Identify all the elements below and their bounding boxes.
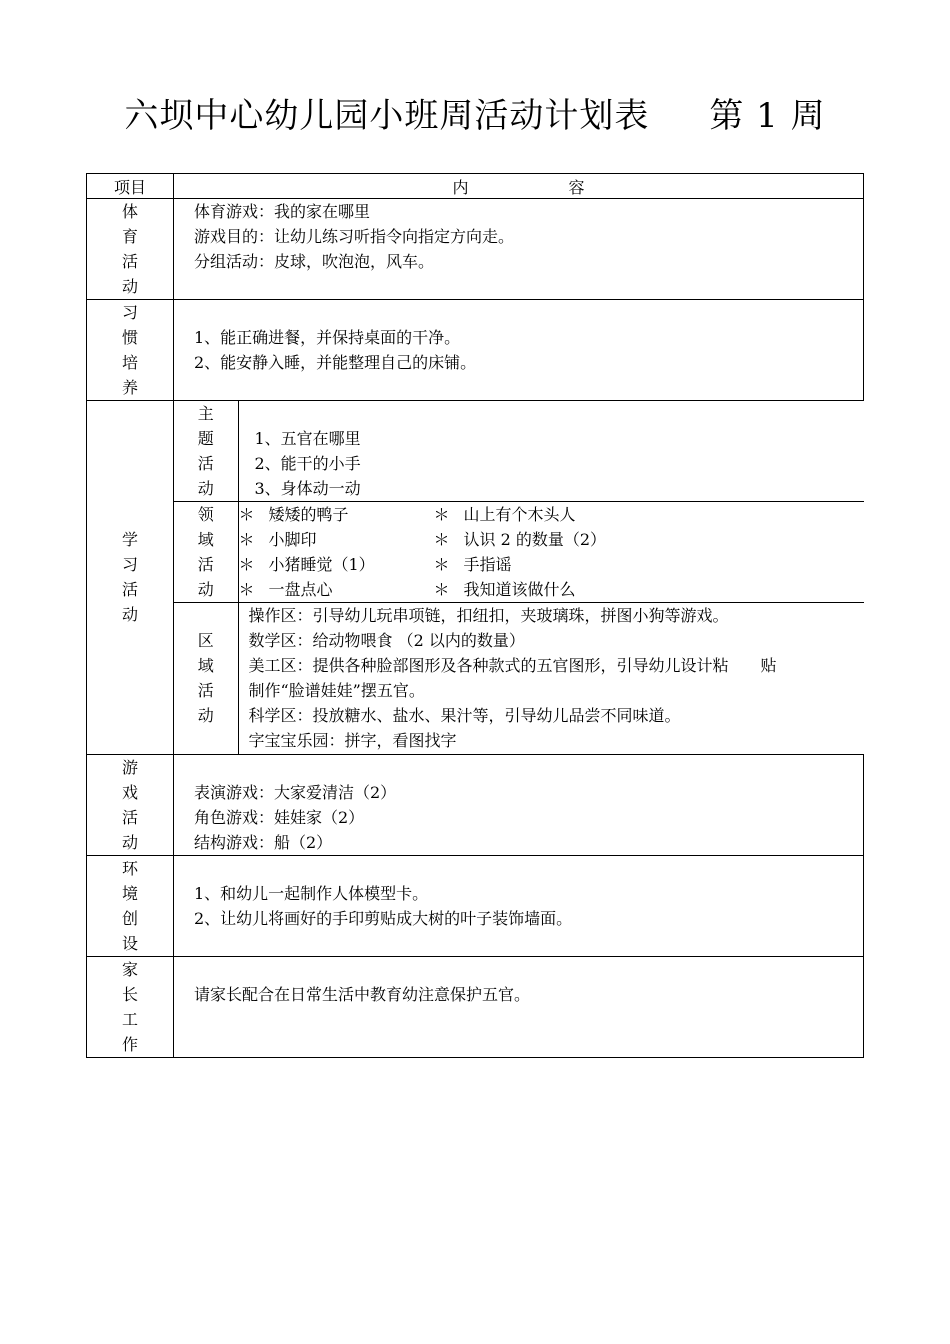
header-content xyxy=(174,174,864,199)
header-content-b: 容 xyxy=(568,177,585,197)
theme-label: 主 题 活 动 xyxy=(174,401,238,502)
row-env xyxy=(87,855,864,956)
row-habit xyxy=(87,300,864,401)
area-content: 操作区：引导幼儿玩串项链，扣纽扣，夹玻璃珠，拼图小狗等游戏。 数学区：给动物喂食 （2 以内的数量） 美工区：提供各种脸部图形及各种款式的五官图形，引导幼儿设计粘 贴 制作“脸谱娃娃”摆五官。 科学区：投放糖水、盐水、果汁等，引导幼儿品尝不同味道。 字宝宝乐园：拼字，看图找字 xyxy=(238,603,864,754)
plan-table xyxy=(86,173,864,1058)
area-label: 区 域 活 动 xyxy=(174,603,238,754)
habit-content: 1、能正确进餐，并保持桌面的干净。 2、能安静入睡，并能整理自己的床铺。 xyxy=(174,300,864,401)
parent-label: 家 长 工 作 xyxy=(87,956,174,1057)
field-row xyxy=(174,502,864,603)
field-content xyxy=(238,502,864,603)
field-row-1: ＊ 矮矮的鸭子 ＊ 山上有个木头人 xyxy=(238,505,576,524)
field-row-2: ＊ 小脚印 ＊ 认识 2 的数量（2） xyxy=(238,530,607,549)
area-row xyxy=(174,603,864,754)
pe-content: 体育游戏：我的家在哪里 游戏目的：让幼儿练习听指令向指定方向走。 分组活动：皮球，吹泡泡，风车。 xyxy=(174,199,864,300)
field-label: 领 域 活 动 xyxy=(174,502,238,603)
env-content: 1、和幼儿一起制作人体模型卡。 2、让幼儿将画好的手印剪贴成大树的叶子装饰墙面。 xyxy=(174,855,864,956)
week-label: 第 1 周 xyxy=(709,96,826,136)
field-row-3: ＊ 小猪睡觉（1） ＊ 手指谣 xyxy=(238,555,512,574)
pe-label: 体 育 活 动 xyxy=(87,199,174,300)
title-text: 六坝中心幼儿园小班周活动计划表 xyxy=(124,96,650,136)
env-label: 环 境 创 设 xyxy=(87,855,174,956)
theme-row xyxy=(174,401,864,502)
row-learning xyxy=(87,401,864,755)
habit-label: 习 惯 培 养 xyxy=(87,300,174,401)
row-pe xyxy=(87,199,864,300)
header-item: 项目 xyxy=(87,174,174,199)
page-title xyxy=(0,88,950,137)
game-label: 游 戏 活 动 xyxy=(87,754,174,855)
header-content-a: 内 xyxy=(452,177,469,197)
game-content: 表演游戏：大家爱清洁（2） 角色游戏：娃娃家（2） 结构游戏：船（2） xyxy=(174,754,864,855)
learning-inner-cell xyxy=(174,401,864,755)
header-row xyxy=(87,174,864,199)
parent-content: 请家长配合在日常生活中教育幼注意保护五官。 xyxy=(174,956,864,1057)
learning-label: 学 习 活 动 xyxy=(87,401,174,755)
field-row-4: ＊ 一盘点心 ＊ 我知道该做什么 xyxy=(238,580,576,599)
learning-subtable xyxy=(174,401,864,754)
row-parent xyxy=(87,956,864,1057)
theme-content: 1、五官在哪里 2、能干的小手 3、身体动一动 xyxy=(238,401,864,502)
row-game xyxy=(87,754,864,855)
